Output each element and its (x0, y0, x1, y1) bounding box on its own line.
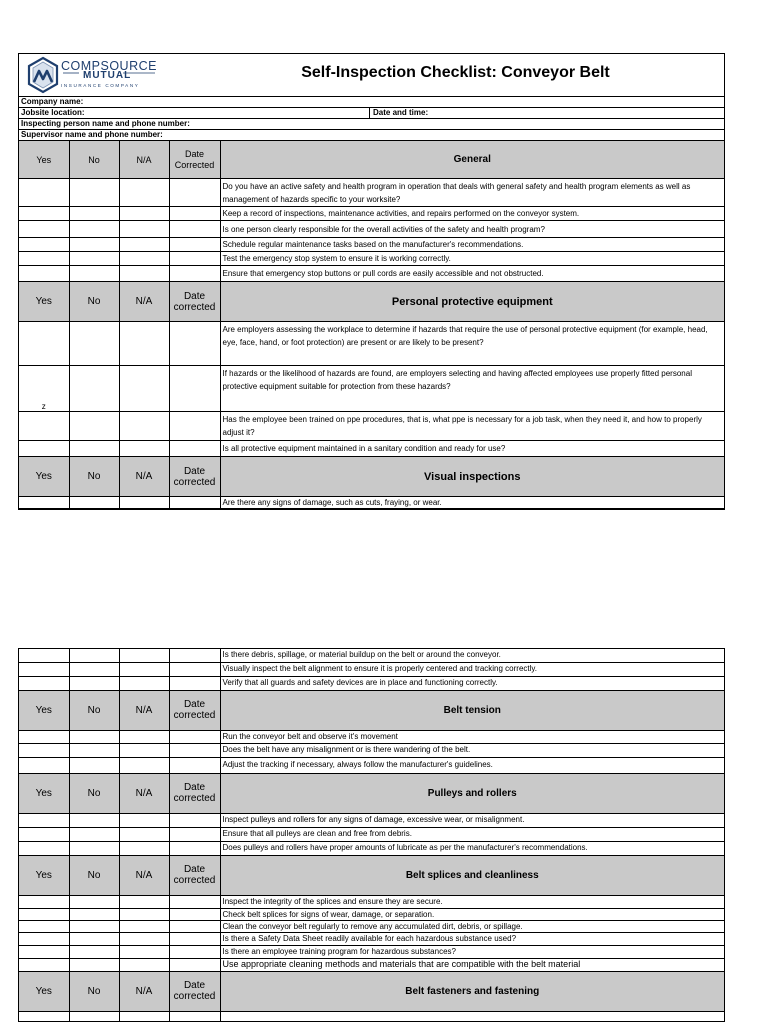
date-cell[interactable] (169, 441, 220, 457)
question-text: Are there any signs of damage, such as cuts, fraying, or wear. (220, 497, 724, 509)
col-no: No (69, 690, 119, 730)
no-cell[interactable] (69, 238, 119, 252)
question-text: Is one person clearly responsible for the overall activities of the safety and health program? (220, 221, 724, 238)
document-title: Self-Inspection Checklist: Conveyor Belt (301, 64, 610, 81)
date-cell[interactable] (169, 945, 220, 958)
no-cell[interactable] (69, 841, 119, 855)
compsource-logo (27, 56, 187, 94)
date-cell[interactable] (169, 207, 220, 221)
question-text: If hazards or the likelihood of hazards are found, are employers selecting and having affected employees use properly fitted personal protective equipment suitable for protection from these hazards? (220, 366, 724, 412)
supervisor-row (19, 130, 724, 140)
logo-line-3: INSURANCE COMPANY (61, 83, 140, 88)
no-cell[interactable] (69, 827, 119, 841)
table-row (19, 920, 724, 932)
question-text: Ensure that all pulleys are clean and free from debris. (220, 827, 724, 841)
question-text: Does pulleys and rollers have proper amounts of lubricate as per the manufacturer's recommendations. (220, 841, 724, 855)
question-text: Inspect the integrity of the splices and ensure they are secure. (220, 895, 724, 908)
yes-cell[interactable] (19, 221, 69, 238)
section-title-fasteners: Belt fasteners and fastening (220, 971, 724, 1011)
no-cell[interactable] (69, 813, 119, 827)
question-text: Is there debris, spillage, or material buildup on the belt or around the conveyor. (220, 649, 724, 662)
question-text: Does the belt have any misalignment or is there wandering of the belt. (220, 743, 724, 757)
question-text: Check belt splices for signs of wear, damage, or separation. (220, 908, 724, 920)
col-na: N/A (119, 457, 169, 497)
col-yes: Yes (19, 282, 69, 322)
inspector-row (19, 119, 724, 130)
question-text: Visually inspect the belt alignment to ensure it is properly centered and tracking correctly. (220, 662, 724, 676)
na-cell[interactable] (119, 179, 169, 207)
col-na: N/A (119, 282, 169, 322)
date-cell[interactable] (169, 266, 220, 282)
question-text: Test the emergency stop system to ensure it is working correctly. (220, 252, 724, 266)
date-cell[interactable] (169, 179, 220, 207)
date-cell[interactable] (169, 958, 220, 971)
col-yes: Yes (19, 855, 69, 895)
table-row (19, 366, 724, 412)
col-na: N/A (119, 773, 169, 813)
section-title-general: General (220, 141, 724, 179)
na-cell[interactable] (119, 207, 169, 221)
yes-cell[interactable] (19, 1011, 69, 1021)
yes-cell[interactable] (19, 730, 69, 743)
date-cell[interactable] (169, 827, 220, 841)
table-row (19, 221, 724, 238)
col-date-corrected: Date corrected (169, 282, 220, 322)
logo-line-1: COMPSOURCE (61, 59, 157, 73)
table-row (19, 676, 724, 690)
yes-cell[interactable] (19, 895, 69, 908)
date-cell[interactable] (169, 238, 220, 252)
col-date-corrected: Date corrected (169, 457, 220, 497)
table-row (19, 179, 724, 207)
table-row (19, 238, 724, 252)
no-cell[interactable] (69, 221, 119, 238)
no-cell[interactable] (69, 920, 119, 932)
table-row (19, 412, 724, 441)
checklist-table-2 (19, 649, 724, 1022)
section-header-fasteners (19, 971, 724, 1011)
table-row (19, 743, 724, 757)
na-cell[interactable] (119, 841, 169, 855)
table-row (19, 497, 724, 509)
no-cell[interactable] (69, 1011, 119, 1021)
col-yes: Yes (19, 971, 69, 1011)
yes-cell[interactable] (19, 932, 69, 945)
no-cell[interactable] (69, 743, 119, 757)
no-cell[interactable] (69, 945, 119, 958)
section-title-splices: Belt splices and cleanliness (220, 855, 724, 895)
date-cell[interactable] (169, 497, 220, 509)
na-cell[interactable] (119, 322, 169, 366)
no-cell[interactable] (69, 266, 119, 282)
col-date-corrected: Date corrected (169, 855, 220, 895)
yes-cell[interactable] (19, 841, 69, 855)
na-cell[interactable] (119, 238, 169, 252)
na-cell[interactable] (119, 743, 169, 757)
yes-cell[interactable] (19, 238, 69, 252)
table-row (19, 649, 724, 662)
question-text (220, 1011, 724, 1021)
na-cell[interactable] (119, 676, 169, 690)
checklist-page-2 (18, 648, 725, 1022)
section-title-ppe: Personal protective equipment (220, 282, 724, 322)
date-cell[interactable] (169, 841, 220, 855)
date-cell[interactable] (169, 730, 220, 743)
yes-cell[interactable] (19, 207, 69, 221)
date-time-label: Date and time: (369, 108, 428, 118)
question-text: Is there a Safety Data Sheet readily available for each hazardous substance used? (220, 932, 724, 945)
logo-line-2: MUTUAL (83, 70, 132, 81)
na-cell[interactable] (119, 757, 169, 773)
question-text: Is there an employee training program for hazardous substances? (220, 945, 724, 958)
table-row (19, 827, 724, 841)
question-text: Inspect pulleys and rollers for any signs of damage, excessive wear, or misalignment. (220, 813, 724, 827)
table-row (19, 757, 724, 773)
na-cell[interactable] (119, 366, 169, 412)
na-cell[interactable] (119, 412, 169, 441)
date-cell[interactable] (169, 662, 220, 676)
question-text: Keep a record of inspections, maintenance activities, and repairs performed on the conveyor system. (220, 207, 724, 221)
yes-cell[interactable] (19, 827, 69, 841)
no-cell[interactable] (69, 649, 119, 662)
checklist-page-1 (18, 53, 725, 510)
question-text: Clean the conveyor belt regularly to remove any accumulated dirt, debris, or spillage. (220, 920, 724, 932)
no-cell[interactable] (69, 207, 119, 221)
yes-cell[interactable] (19, 649, 69, 662)
question-text: Is all protective equipment maintained in a sanitary condition and ready for use? (220, 441, 724, 457)
na-cell[interactable] (119, 827, 169, 841)
col-date-corrected: Date corrected (169, 690, 220, 730)
col-no: No (69, 141, 119, 179)
table-row (19, 207, 724, 221)
supervisor-label: Supervisor name and phone number: (21, 130, 163, 139)
na-cell[interactable] (119, 932, 169, 945)
col-date-corrected: Date corrected (169, 773, 220, 813)
question-text: Ensure that emergency stop buttons or pull cords are easily accessible and not obstructed. (220, 266, 724, 282)
date-cell[interactable] (169, 895, 220, 908)
company-name-label: Company name: (21, 97, 84, 106)
col-no: No (69, 773, 119, 813)
jobsite-location-label: Jobsite location: (21, 108, 85, 117)
no-cell[interactable] (69, 730, 119, 743)
date-cell[interactable] (169, 743, 220, 757)
table-row (19, 895, 724, 908)
section-title-belt-tension: Belt tension (220, 690, 724, 730)
no-cell[interactable] (69, 322, 119, 366)
yes-cell[interactable] (19, 813, 69, 827)
yes-cell[interactable] (19, 497, 69, 509)
yes-cell[interactable] (19, 676, 69, 690)
table-row (19, 932, 724, 945)
col-na: N/A (119, 690, 169, 730)
table-row (19, 1011, 724, 1021)
col-yes: Yes (19, 141, 69, 179)
na-cell[interactable] (119, 497, 169, 509)
table-row (19, 945, 724, 958)
col-na: N/A (119, 141, 169, 179)
company-name-row (19, 97, 724, 108)
na-cell[interactable] (119, 730, 169, 743)
yes-cell[interactable] (19, 252, 69, 266)
date-cell[interactable] (169, 932, 220, 945)
date-cell[interactable] (169, 813, 220, 827)
yes-cell[interactable] (19, 441, 69, 457)
date-cell[interactable] (169, 908, 220, 920)
date-cell[interactable] (169, 1011, 220, 1021)
col-yes: Yes (19, 457, 69, 497)
no-cell[interactable] (69, 252, 119, 266)
date-cell[interactable] (169, 412, 220, 441)
section-header-splices (19, 855, 724, 895)
na-cell[interactable] (119, 895, 169, 908)
date-cell[interactable] (169, 676, 220, 690)
no-cell[interactable] (69, 757, 119, 773)
yes-cell[interactable]: z (19, 366, 69, 412)
yes-cell[interactable] (19, 322, 69, 366)
na-cell[interactable] (119, 1011, 169, 1021)
table-row (19, 730, 724, 743)
jobsite-location-row (19, 108, 724, 119)
no-cell[interactable] (69, 895, 119, 908)
section-header-visual (19, 457, 724, 497)
col-no: No (69, 971, 119, 1011)
checklist-table-1 (19, 140, 724, 509)
date-cell[interactable] (169, 366, 220, 412)
date-cell[interactable] (169, 920, 220, 932)
date-cell[interactable] (169, 252, 220, 266)
na-cell[interactable] (119, 813, 169, 827)
no-cell[interactable] (69, 412, 119, 441)
na-cell[interactable] (119, 441, 169, 457)
no-cell[interactable] (69, 908, 119, 920)
col-no: No (69, 282, 119, 322)
na-cell[interactable] (119, 266, 169, 282)
table-row (19, 266, 724, 282)
na-cell[interactable] (119, 662, 169, 676)
question-text: Has the employee been trained on ppe procedures, that is, what ppe is necessary for a job task, when they need it, and how to properly adjust it? (220, 412, 724, 441)
date-cell[interactable] (169, 221, 220, 238)
yes-cell[interactable] (19, 757, 69, 773)
col-date-corrected: Date Corrected (169, 141, 220, 179)
yes-cell[interactable] (19, 179, 69, 207)
yes-cell[interactable] (19, 662, 69, 676)
no-cell[interactable] (69, 366, 119, 412)
section-header-ppe (19, 282, 724, 322)
table-row (19, 908, 724, 920)
table-row (19, 441, 724, 457)
na-cell[interactable] (119, 958, 169, 971)
no-cell[interactable] (69, 441, 119, 457)
document-header (19, 54, 724, 97)
yes-cell[interactable] (19, 920, 69, 932)
col-yes: Yes (19, 690, 69, 730)
no-cell[interactable] (69, 676, 119, 690)
yes-cell[interactable] (19, 908, 69, 920)
question-text: Do you have an active safety and health program in operation that deals with general safety and health program elements as well as management of hazards specific to your worksite? (220, 179, 724, 207)
no-cell[interactable] (69, 497, 119, 509)
col-date-corrected: Date corrected (169, 971, 220, 1011)
no-cell[interactable] (69, 958, 119, 971)
na-cell[interactable] (119, 649, 169, 662)
na-cell[interactable] (119, 252, 169, 266)
na-cell[interactable] (119, 920, 169, 932)
table-row (19, 813, 724, 827)
col-no: No (69, 855, 119, 895)
na-cell[interactable] (119, 908, 169, 920)
col-yes: Yes (19, 773, 69, 813)
yes-cell[interactable] (19, 958, 69, 971)
table-row (19, 252, 724, 266)
col-na: N/A (119, 855, 169, 895)
table-row (19, 322, 724, 366)
section-title-visual: Visual inspections (220, 457, 724, 497)
yes-cell[interactable] (19, 743, 69, 757)
no-cell[interactable] (69, 932, 119, 945)
col-na: N/A (119, 971, 169, 1011)
table-row (19, 841, 724, 855)
section-header-belt-tension (19, 690, 724, 730)
inspector-label: Inspecting person name and phone number: (21, 119, 190, 128)
date-cell[interactable] (169, 322, 220, 366)
question-text: Run the conveyor belt and observe it's movement (220, 730, 724, 743)
yes-cell[interactable] (19, 412, 69, 441)
question-text: Adjust the tracking if necessary, always follow the manufacturer's guidelines. (220, 757, 724, 773)
no-cell[interactable] (69, 662, 119, 676)
na-cell[interactable] (119, 221, 169, 238)
section-title-pulleys: Pulleys and rollers (220, 773, 724, 813)
date-cell[interactable] (169, 757, 220, 773)
table-row (19, 958, 724, 971)
yes-cell[interactable] (19, 266, 69, 282)
na-cell[interactable] (119, 945, 169, 958)
col-no: No (69, 457, 119, 497)
section-header-general (19, 141, 724, 179)
question-text: Verify that all guards and safety devices are in place and functioning correctly. (220, 676, 724, 690)
question-text: Are employers assessing the workplace to determine if hazards that require the use of personal protective equipment (for example, head, eye, face, hand, or foot protection) are present or are likely to be present? (220, 322, 724, 366)
question-text: Schedule regular maintenance tasks based on the manufacturer's recommendations. (220, 238, 724, 252)
question-text: Use appropriate cleaning methods and materials that are compatible with the belt material (220, 958, 724, 971)
section-header-pulleys (19, 773, 724, 813)
table-row (19, 662, 724, 676)
date-cell[interactable] (169, 649, 220, 662)
no-cell[interactable] (69, 179, 119, 207)
yes-cell[interactable] (19, 945, 69, 958)
